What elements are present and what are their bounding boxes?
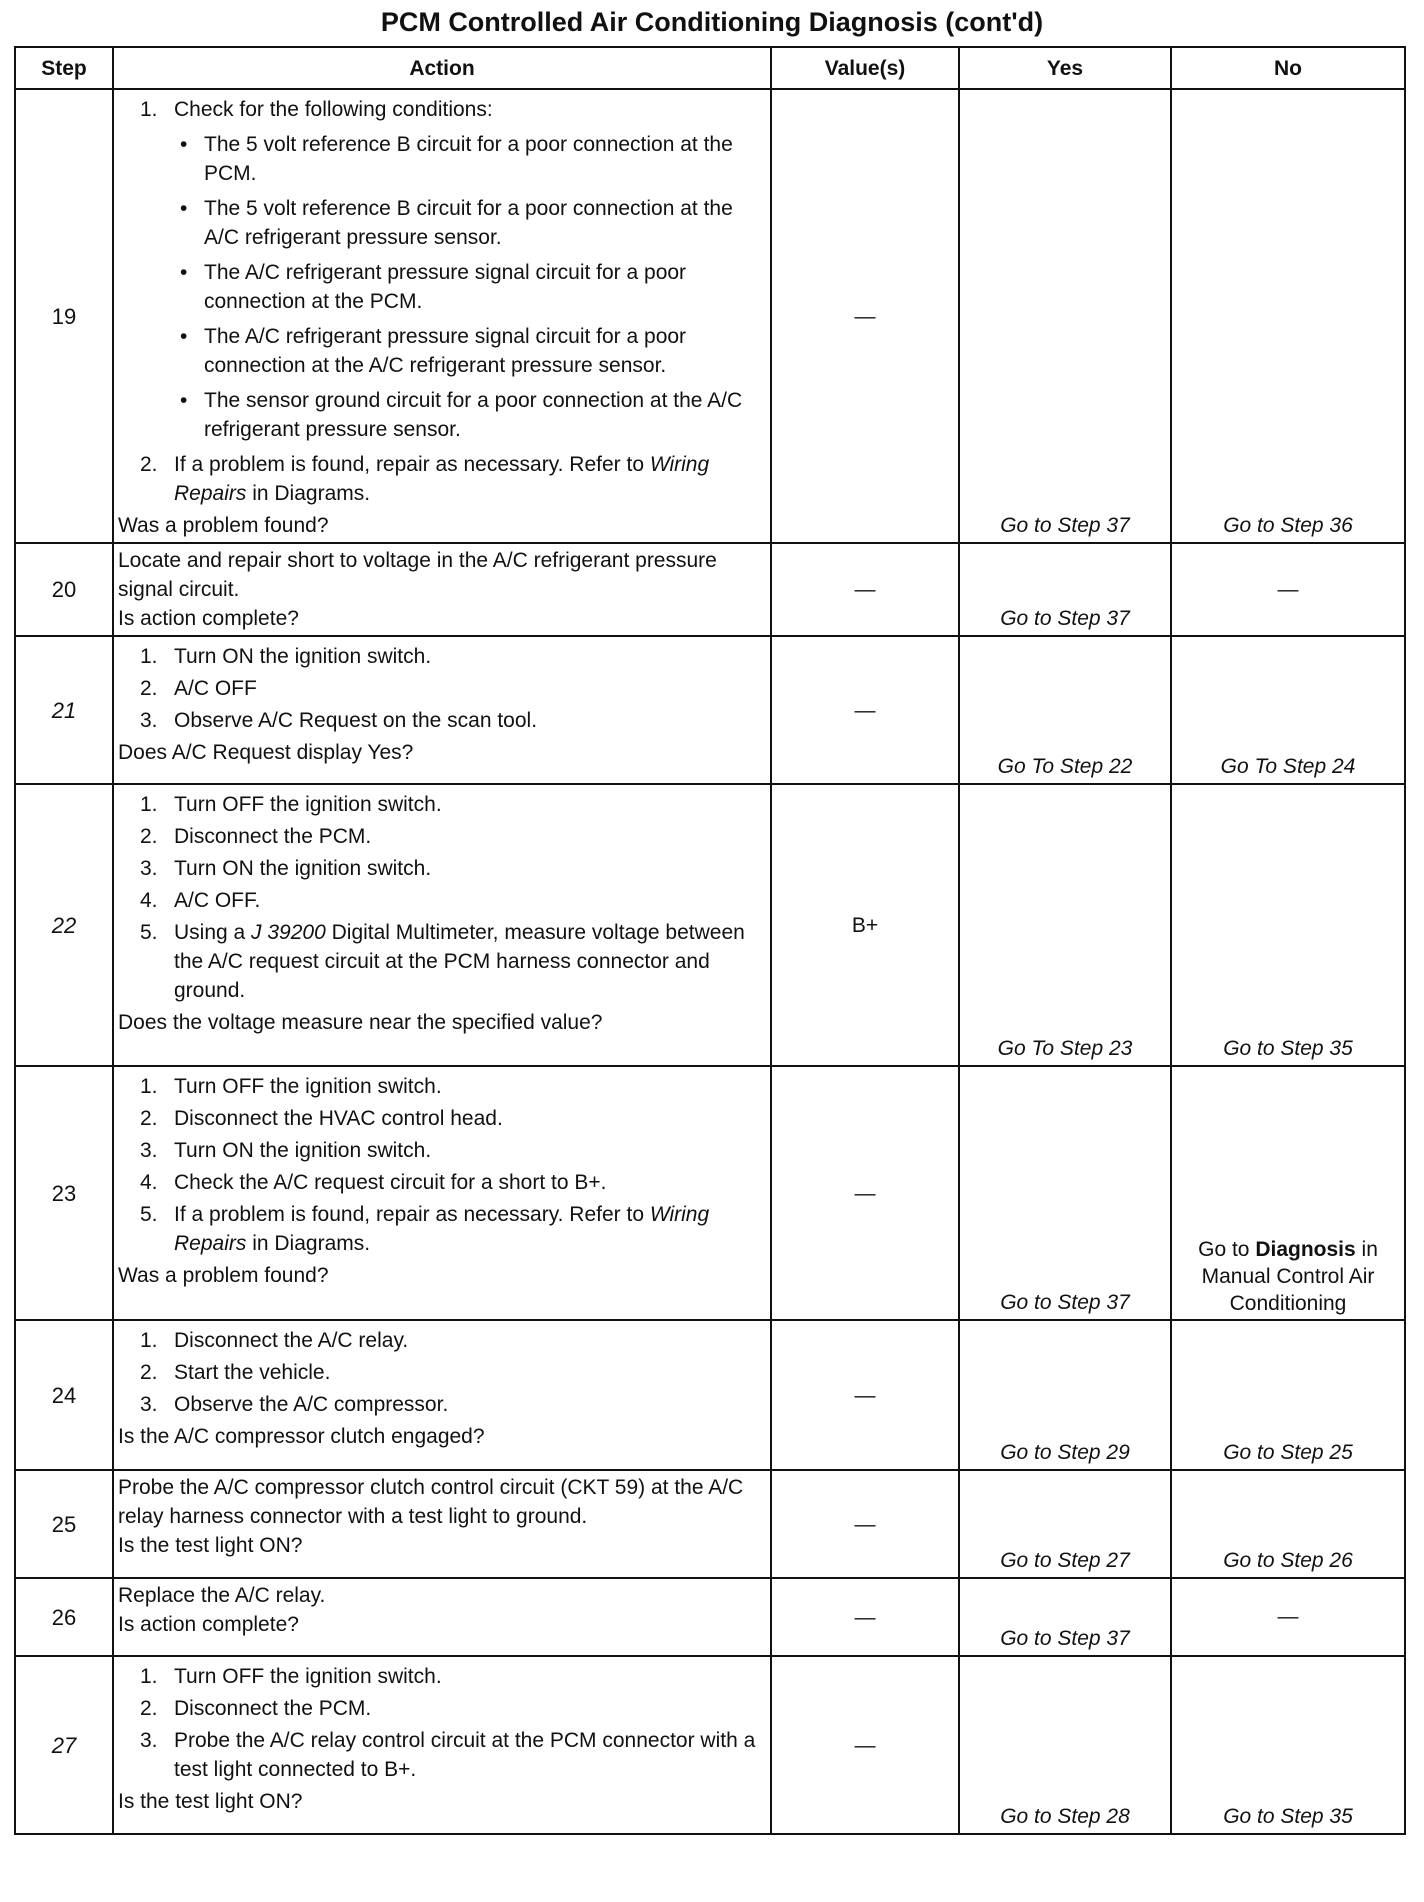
no-cell: Go to Diagnosis in Manual Control Air Conditioning: [1171, 1066, 1405, 1320]
action-item: 2. A/C OFF: [140, 677, 257, 700]
action-cell: [113, 784, 771, 1066]
step-number: 24: [15, 1320, 113, 1470]
action-question: Is action complete?: [118, 1613, 299, 1636]
step-number: 23: [15, 1066, 113, 1320]
action-question: Is the test light ON?: [118, 1790, 303, 1813]
bullet-item: • The A/C refrigerant pressure signal circuit for a poor connection at the PCM.: [174, 258, 766, 316]
action-item: 1. Turn OFF the ignition switch.: [140, 793, 442, 816]
yes-cell: Go to Step 28: [959, 1656, 1171, 1834]
step-number: 20: [15, 543, 113, 636]
table-row-step-27: [15, 1656, 1405, 1834]
action-cell: [113, 1656, 771, 1834]
action-cell: [113, 636, 771, 784]
no-cell: Go to Step 36: [1171, 89, 1405, 543]
action-item: 4. Check the A/C request circuit for a short to B+.: [140, 1171, 607, 1194]
value-cell: —: [771, 543, 959, 636]
table-row-step-22: [15, 784, 1405, 1066]
header-row: [15, 47, 1405, 89]
bullet-item: • The A/C refrigerant pressure signal circuit for a poor connection at the A/C refrigerant pressure sensor.: [174, 322, 766, 380]
step-number: 25: [15, 1470, 113, 1578]
action-cell: [113, 1066, 771, 1320]
action-item: 4. A/C OFF.: [140, 889, 261, 912]
step-number: 27: [15, 1656, 113, 1834]
action-text: Locate and repair short to voltage in the A/C refrigerant pressure signal circuit.: [118, 549, 717, 601]
yes-cell: Go to Step 27: [959, 1470, 1171, 1578]
yes-cell: Go to Step 37: [959, 543, 1171, 636]
table-row-step-24: [15, 1320, 1405, 1470]
yes-cell: Go To Step 22: [959, 636, 1171, 784]
table-row-step-26: [15, 1578, 1405, 1656]
action-text: Probe the A/C compressor clutch control circuit (CKT 59) at the A/C relay harness connector with a test light to ground.: [118, 1476, 744, 1528]
diagnosis-table: [14, 46, 1406, 1835]
action-item: 2. Disconnect the PCM.: [140, 1697, 372, 1720]
table-row-step-23: [15, 1066, 1405, 1320]
action-text: Replace the A/C relay.: [118, 1584, 326, 1607]
action-item: 2. If a problem is found, repair as necessary. Refer to Wiring Repairs in Diagrams.: [140, 453, 710, 505]
action-item: 3. Observe A/C Request on the scan tool.: [140, 709, 538, 732]
action-item: 3. Turn ON the ignition switch.: [140, 857, 432, 880]
action-cell: [113, 89, 771, 543]
table-row-step-21: [15, 636, 1405, 784]
table-row-step-25: [15, 1470, 1405, 1578]
header-no: No: [1171, 47, 1405, 89]
yes-cell: Go to Step 37: [959, 89, 1171, 543]
table-row-step-19: [15, 89, 1405, 543]
value-cell: —: [771, 636, 959, 784]
bullet-item: • The 5 volt reference B circuit for a poor connection at the PCM.: [174, 130, 766, 188]
no-cell: —: [1171, 543, 1405, 636]
bullet-item: • The sensor ground circuit for a poor connection at the A/C refrigerant pressure sensor.: [174, 386, 766, 444]
action-cell: [113, 1320, 771, 1470]
action-item: 3. Probe the A/C relay control circuit at the PCM connector with a test light connected to B+.: [140, 1729, 756, 1781]
action-item: 2. Start the vehicle.: [140, 1361, 331, 1384]
action-cell: [113, 543, 771, 636]
no-cell: Go to Step 25: [1171, 1320, 1405, 1470]
action-cell: [113, 1470, 771, 1578]
no-cell: Go to Step 35: [1171, 784, 1405, 1066]
action-question: Does A/C Request display Yes?: [118, 741, 414, 764]
value-cell: —: [771, 1656, 959, 1834]
action-item: 2. Disconnect the PCM.: [140, 825, 372, 848]
yes-cell: Go to Step 29: [959, 1320, 1171, 1470]
action-item: 2. Disconnect the HVAC control head.: [140, 1107, 503, 1130]
value-cell: —: [771, 1470, 959, 1578]
no-cell: Go to Step 35: [1171, 1656, 1405, 1834]
action-item: 3. Observe the A/C compressor.: [140, 1393, 449, 1416]
action-question: Is action complete?: [118, 607, 299, 630]
step-number: 26: [15, 1578, 113, 1656]
action-item: 1. Turn OFF the ignition switch.: [140, 1665, 442, 1688]
action-question: Is the test light ON?: [118, 1534, 303, 1557]
value-cell: B+: [771, 784, 959, 1066]
bullet-item: • The 5 volt reference B circuit for a poor connection at the A/C refrigerant pressure sensor.: [174, 194, 766, 252]
step-number: 19: [15, 89, 113, 543]
table-row-step-20: [15, 543, 1405, 636]
value-cell: —: [771, 1320, 959, 1470]
header-values: Value(s): [771, 47, 959, 89]
value-cell: —: [771, 1066, 959, 1320]
action-question: Does the voltage measure near the specified value?: [118, 1011, 603, 1034]
step-number: 21: [15, 636, 113, 784]
action-item: 1. Turn OFF the ignition switch.: [140, 1075, 442, 1098]
no-cell: Go to Step 26: [1171, 1470, 1405, 1578]
yes-cell: Go To Step 23: [959, 784, 1171, 1066]
action-question: Is the A/C compressor clutch engaged?: [118, 1425, 485, 1448]
no-cell: Go To Step 24: [1171, 636, 1405, 784]
action-question: Was a problem found?: [118, 1264, 329, 1287]
action-cell: [113, 1578, 771, 1656]
action-item: 1. Turn ON the ignition switch.: [140, 645, 432, 668]
value-cell: —: [771, 1578, 959, 1656]
action-item: 1. Disconnect the A/C relay.: [140, 1329, 409, 1352]
step-number: 22: [15, 784, 113, 1066]
action-item: 3. Turn ON the ignition switch.: [140, 1139, 432, 1162]
value-cell: —: [771, 89, 959, 543]
no-cell: —: [1171, 1578, 1405, 1656]
page-title: PCM Controlled Air Conditioning Diagnosis (cont'd): [380, 7, 1044, 37]
action-item: 5. Using a J 39200 Digital Multimeter, measure voltage between the A/C request circuit at the PCM harness connector and ground.: [140, 921, 745, 1002]
action-item: 1. Check for the following conditions: • The 5 volt reference B circuit for a poor connection at the PCM. • The 5 volt reference B circuit for a poor connection at the A/C refrigerant pressure sensor. • The A/C refrigerant pressure signal circuit for a poor connection at the PCM. • The A/C refrigerant pressure signal circuit for a poor connection at the A/C refrigerant pressure sensor. • The sensor ground circuit for a poor connection at the A/C refrigerant pressure sensor.: [140, 95, 766, 444]
header-yes: Yes: [959, 47, 1171, 89]
yes-cell: Go to Step 37: [959, 1066, 1171, 1320]
action-question: Was a problem found?: [118, 514, 329, 537]
header-action: Action: [113, 47, 771, 89]
yes-cell: Go to Step 37: [959, 1578, 1171, 1656]
header-step: Step: [15, 47, 113, 89]
action-item: 5. If a problem is found, repair as necessary. Refer to Wiring Repairs in Diagrams.: [140, 1203, 710, 1255]
